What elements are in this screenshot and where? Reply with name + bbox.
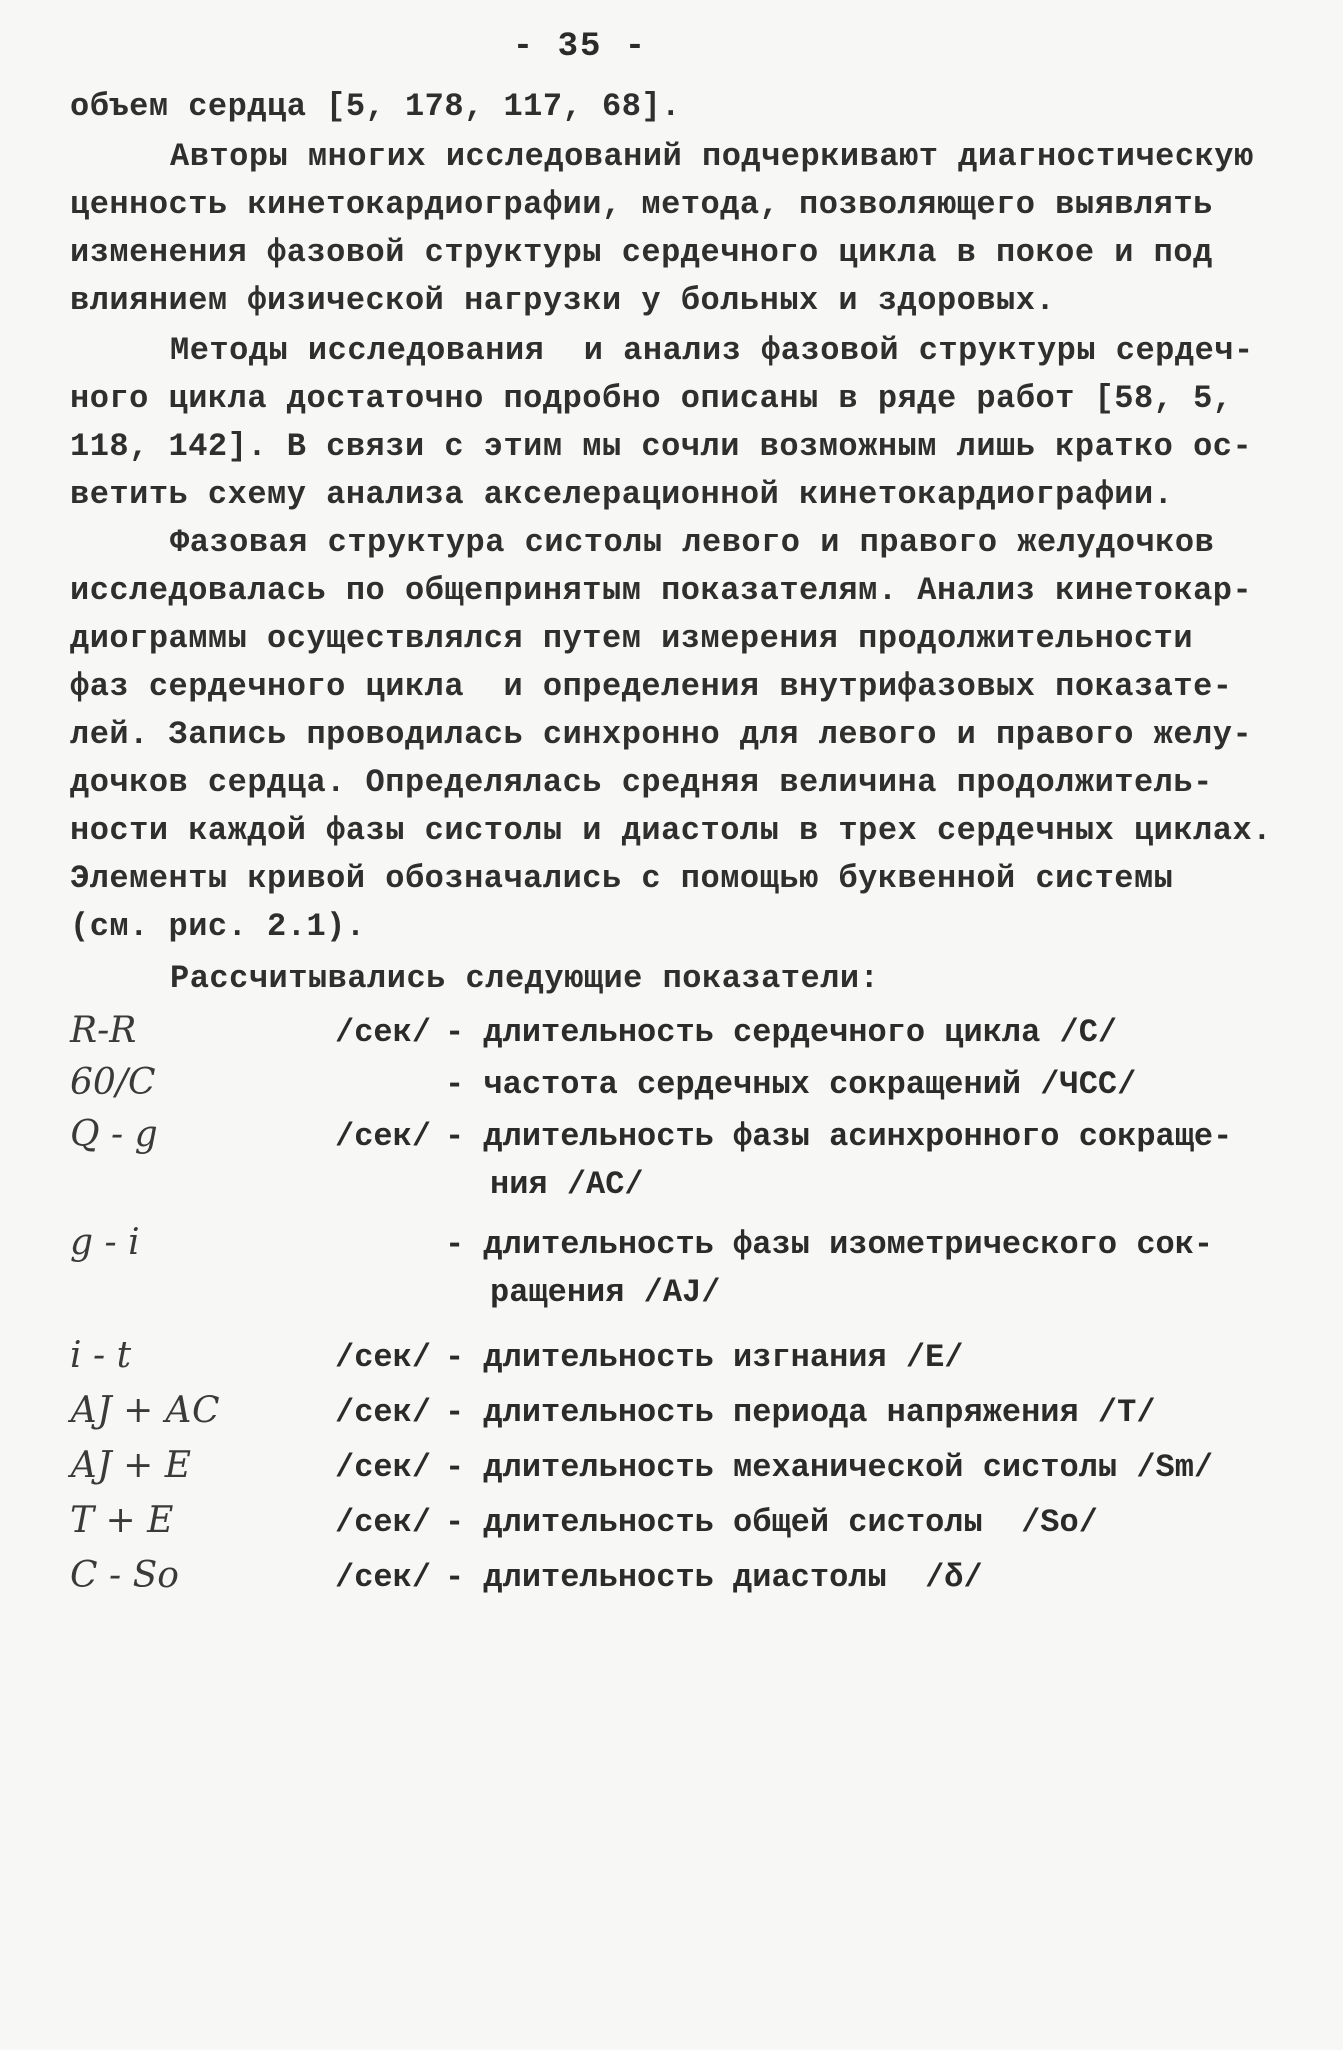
indicator-row: [70, 1114, 1320, 1224]
indicator-formula: i - t: [70, 1335, 132, 1376]
indicator-description: - длительность механической систолы /Sm/: [445, 1449, 1214, 1486]
indicator-description: - длительность изгнания /Е/: [445, 1339, 964, 1376]
indicator-unit: /сек/: [335, 1559, 432, 1596]
text-line-8: 118, 142]. В связи с этим мы сочли возможным лишь кратко ос-: [70, 428, 1253, 465]
text-line-13: фаз сердечного цикла и определения внутрифазовых показате-: [70, 668, 1233, 705]
indicator-formula: 60/C: [70, 1062, 156, 1103]
indicator-row: [70, 1555, 1320, 1615]
indicator-description: - длительность фазы асинхронного сокраще-: [445, 1118, 1233, 1155]
indicator-row: [70, 1010, 1320, 1070]
text-line-5: влиянием физической нагрузки у больных и здоровых.: [70, 282, 1056, 319]
text-line-4: изменения фазовой структуры сердечного цикла в покое и под: [70, 234, 1213, 271]
indicator-row: [70, 1445, 1320, 1505]
indicator-unit: /сек/: [335, 1449, 432, 1486]
text-line-15: дочков сердца. Определялась средняя величина продолжитель-: [70, 764, 1213, 801]
text-line-7: ного цикла достаточно подробно описаны в ряде работ [58, 5,: [70, 380, 1233, 417]
page-number: - 35 -: [512, 28, 648, 66]
indicator-formula: Q - g: [70, 1114, 158, 1155]
indicator-row: [70, 1500, 1320, 1560]
text-line-14: лей. Запись проводилась синхронно для левого и правого желу-: [70, 716, 1253, 753]
indicator-formula: АJ + E: [70, 1445, 192, 1486]
text-line-1: объем сердца [5, 178, 117, 68].: [70, 88, 681, 125]
indicator-description: - длительность сердечного цикла /С/: [445, 1014, 1118, 1051]
indicator-description: - частота сердечных сокращений /ЧСС/: [445, 1066, 1137, 1103]
text-line-6: Методы исследования и анализ фазовой структуры сердеч-: [170, 332, 1254, 369]
indicator-formula: АJ + АС: [70, 1390, 220, 1431]
text-line-16: ности каждой фазы систолы и диастолы в трех сердечных циклах.: [70, 812, 1272, 849]
text-line-17: Элементы кривой обозначались с помощью буквенной системы: [70, 860, 1174, 897]
indicator-description: - длительность диастолы /δ/: [445, 1559, 983, 1596]
indicator-row: [70, 1062, 1320, 1122]
indicator-description: - длительность общей систолы /So/: [445, 1504, 1098, 1541]
indicator-unit: /сек/: [335, 1339, 432, 1376]
indicator-row: [70, 1390, 1320, 1450]
indicator-row: [70, 1222, 1320, 1332]
text-line-19: Рассчитывались следующие показатели:: [170, 960, 880, 997]
indicator-description: - длительность фазы изометрического сок-: [445, 1226, 1214, 1263]
indicator-formula: g - i: [70, 1222, 140, 1263]
indicator-description: - длительность периода напряжения /Т/: [445, 1394, 1156, 1431]
text-line-18: (см. рис. 2.1).: [70, 908, 366, 945]
indicator-formula: C - So: [70, 1555, 179, 1596]
indicator-unit: /сек/: [335, 1394, 432, 1431]
text-line-11: исследовалась по общепринятым показателям. Анализ кинетокар-: [70, 572, 1253, 609]
indicator-formula: R-R: [70, 1010, 137, 1051]
text-line-9: ветить схему анализа акселерационной кинетокардиографии.: [70, 476, 1174, 513]
text-line-2: Авторы многих исследований подчеркивают диагностическую: [170, 138, 1254, 175]
indicator-unit: /сек/: [335, 1014, 432, 1051]
indicator-formula: T + E: [70, 1500, 174, 1541]
indicator-description-continued: ращения /АJ/: [490, 1274, 721, 1311]
indicator-unit: /сек/: [335, 1118, 432, 1155]
text-line-12: диограммы осуществлялся путем измерения продолжительности: [70, 620, 1194, 657]
indicator-row: [70, 1335, 1320, 1395]
indicator-unit: /сек/: [335, 1504, 432, 1541]
text-line-3: ценность кинетокардиографии, метода, позволяющего выявлять: [70, 186, 1213, 223]
indicator-description-continued: ния /АС/: [490, 1166, 644, 1203]
text-line-10: Фазовая структура систолы левого и правого желудочков: [170, 524, 1215, 561]
